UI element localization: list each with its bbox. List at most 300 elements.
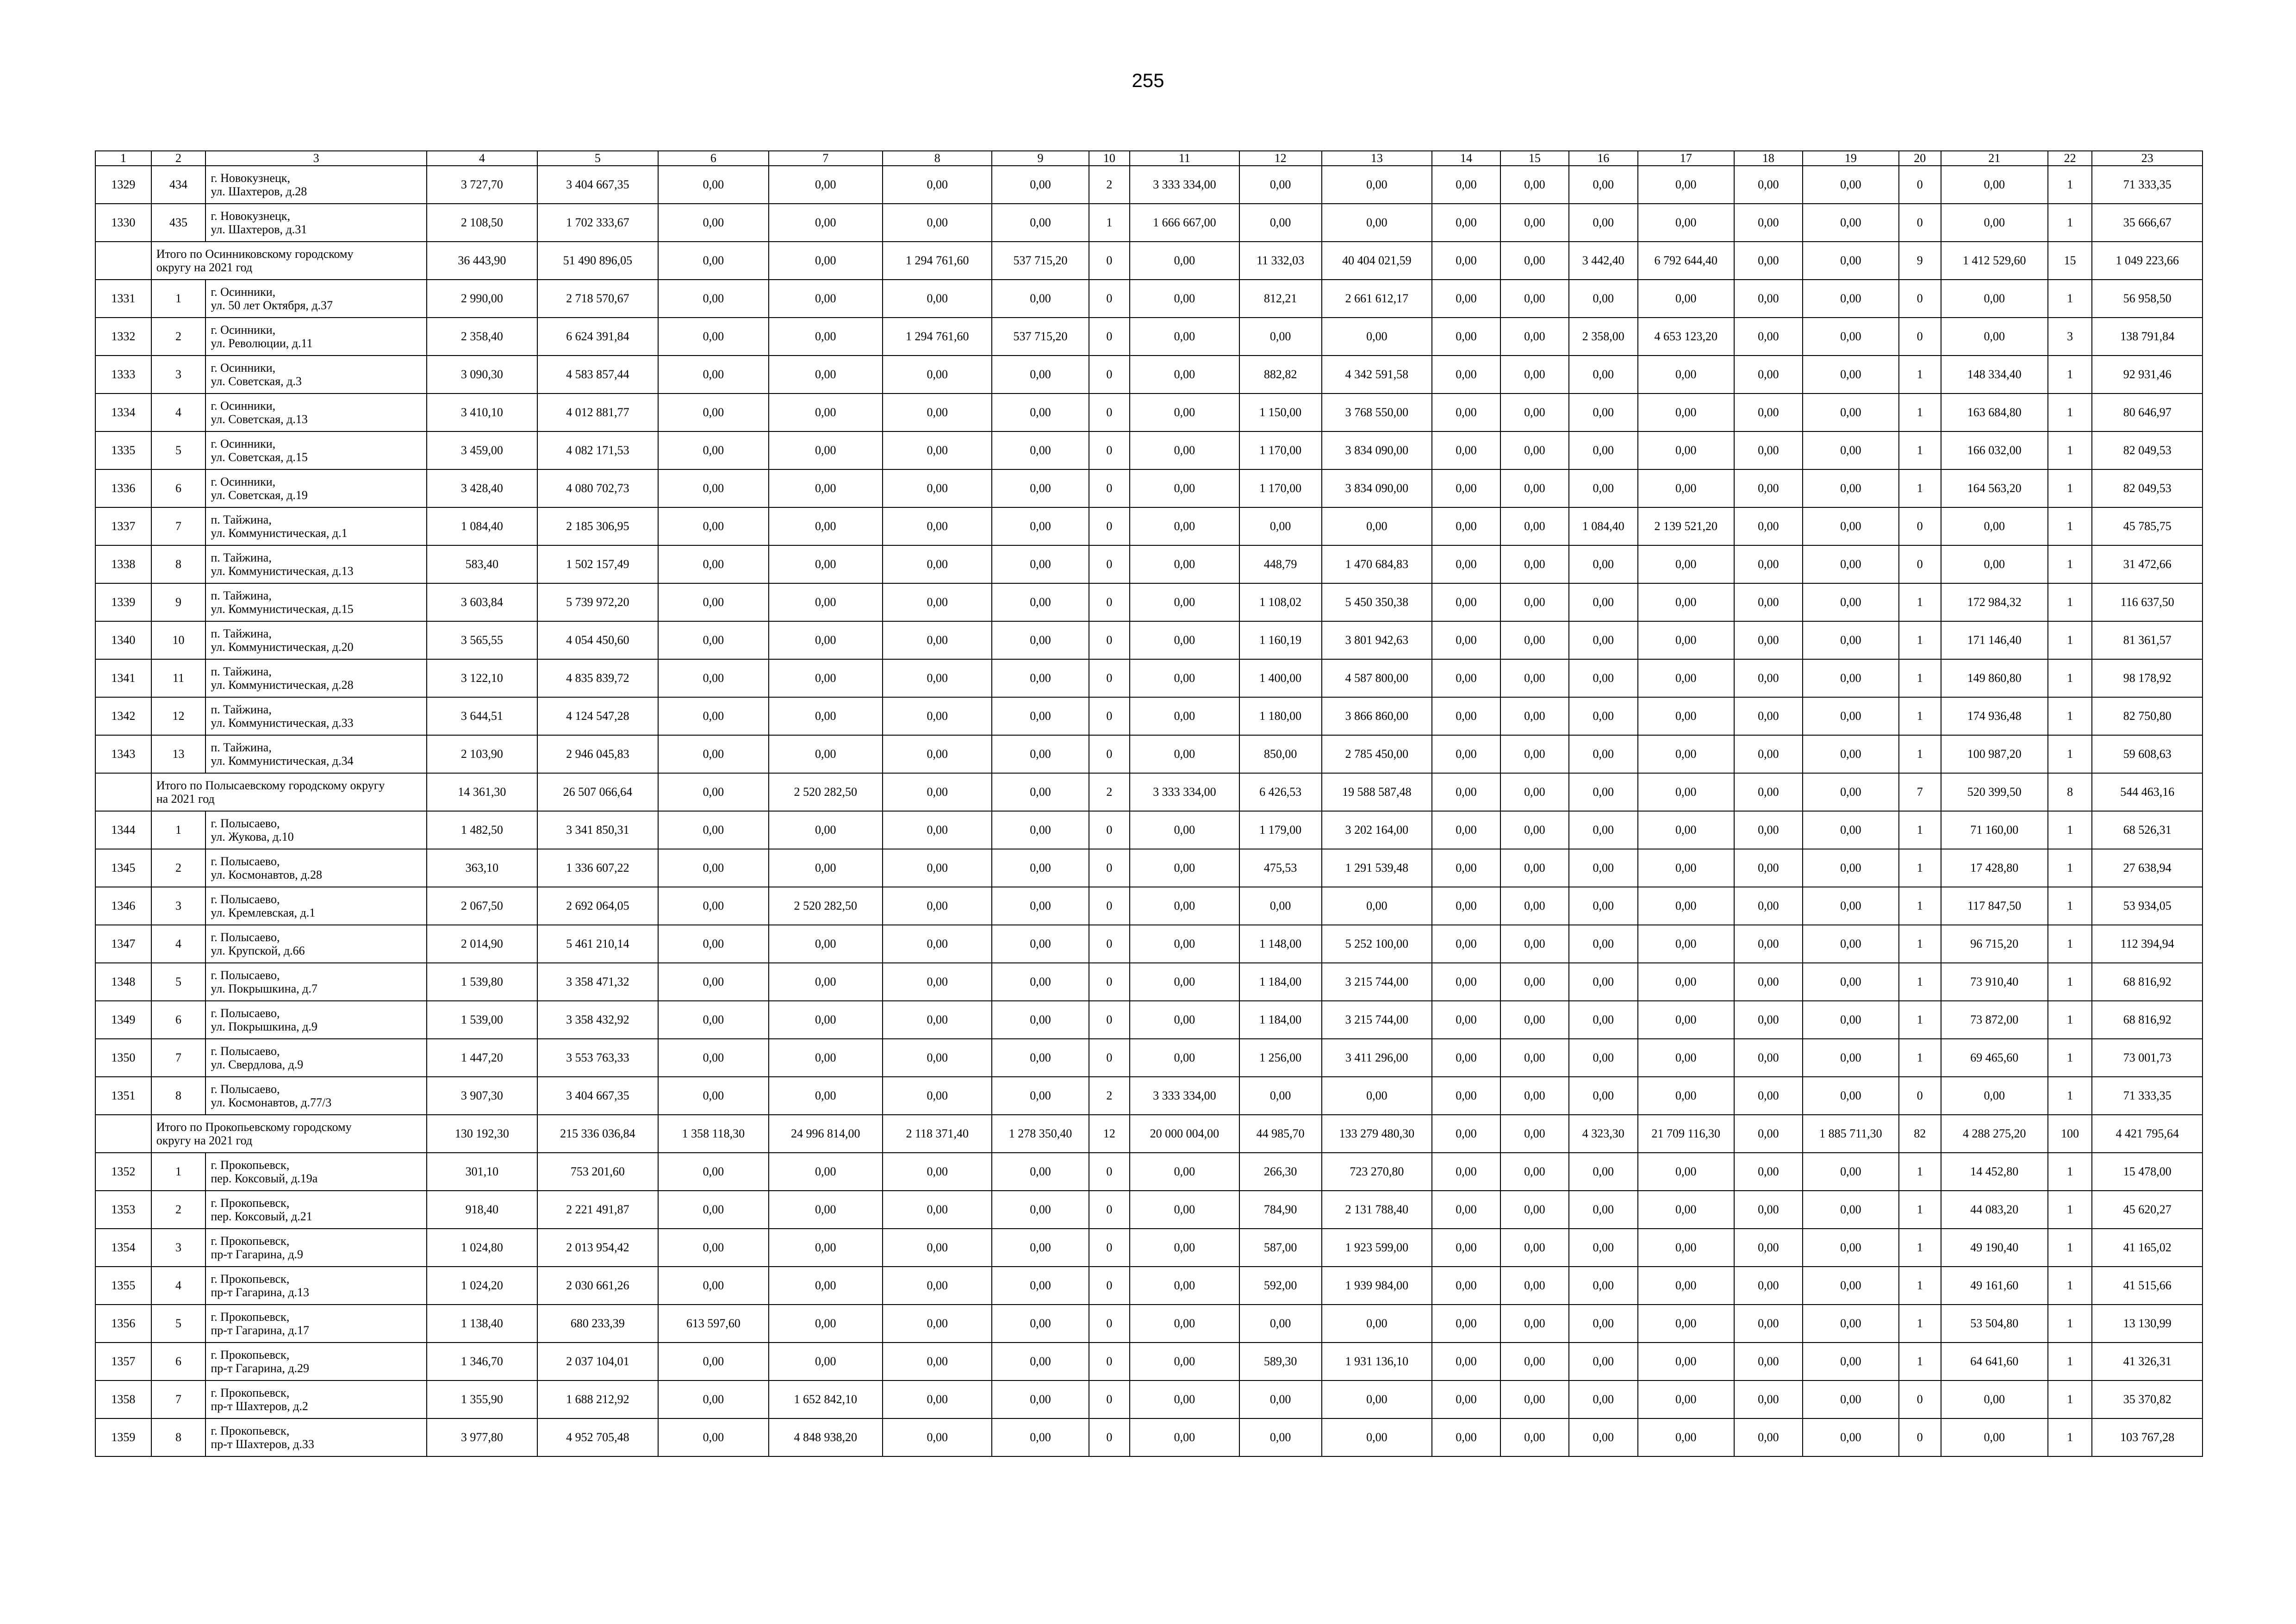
value-cell: 1 [1089,204,1130,242]
value-cell: 0,00 [1803,735,1899,773]
value-cell: 0,00 [658,204,768,242]
value-cell: 1 447,20 [427,1039,537,1077]
value-cell: 0 [1089,356,1130,394]
value-cell: 1 [1899,1267,1941,1305]
value-cell: 0,00 [658,963,768,1001]
value-cell: 1 470 684,83 [1322,545,1432,583]
address-line: г. Полысаево, [211,968,280,982]
row-index: 7 [151,1039,206,1077]
value-cell: 0,00 [1803,507,1899,545]
row-index: 12 [151,697,206,735]
value-cell: 0,00 [883,431,992,469]
total-row [95,773,2203,811]
value-cell: 1 [1899,1153,1941,1191]
value-cell: 0,00 [1322,507,1432,545]
value-cell: 3 358 471,32 [537,963,659,1001]
value-cell: 0,00 [1569,1229,1638,1267]
row-number: 1359 [95,1418,151,1456]
value-cell: 1 931 136,10 [1322,1343,1432,1380]
value-cell: 0,00 [769,697,883,735]
value-cell: 0,00 [1638,773,1734,811]
row-index: 4 [151,925,206,963]
value-cell: 0,00 [658,545,768,583]
value-cell: 4 124 547,28 [537,697,659,735]
row-number: 1349 [95,1001,151,1039]
column-header: 19 [1803,151,1899,166]
table-row [95,1229,2203,1267]
value-cell: 1 336 607,22 [537,849,659,887]
value-cell: 0 [1089,242,1130,280]
row-index: 3 [151,1229,206,1267]
row-number: 1354 [95,1229,151,1267]
value-cell: 0,00 [769,1153,883,1191]
address-line: ул. Советская, д.15 [211,450,308,464]
value-cell: 3 603,84 [427,583,537,621]
value-cell: 2 520 282,50 [769,773,883,811]
value-cell: 0,00 [1130,849,1239,887]
address-line: г. Прокопьевск, [211,1196,290,1210]
value-cell: 3 644,51 [427,697,537,735]
value-cell: 0,00 [1638,735,1734,773]
value-cell: 0,00 [769,1191,883,1229]
value-cell: 0,00 [1500,204,1569,242]
value-cell: 1 [2048,811,2092,849]
value-cell: 0,00 [1638,1001,1734,1039]
address-line: г. Прокопьевск, [211,1272,290,1286]
value-cell: 4 952 705,48 [537,1418,659,1456]
value-cell: 1 [2048,697,2092,735]
value-cell: 1 [2048,621,2092,659]
value-cell: 81 361,57 [2092,621,2203,659]
value-cell: 0,00 [1734,735,1803,773]
value-cell: 1 278 350,40 [992,1115,1089,1153]
value-cell: 0,00 [769,1267,883,1305]
value-cell: 0,00 [883,1267,992,1305]
value-cell: 0,00 [1130,583,1239,621]
value-cell: 0,00 [658,431,768,469]
value-cell: 0,00 [1941,1418,2048,1456]
value-cell: 1 [2048,1418,2092,1456]
value-cell: 0,00 [1734,1077,1803,1115]
value-cell: 0,00 [1130,1229,1239,1267]
value-cell: 2 358,40 [427,318,537,356]
value-cell: 0 [1089,621,1130,659]
value-cell: 0,00 [1569,925,1638,963]
value-cell: 0,00 [1638,1418,1734,1456]
value-cell: 138 791,84 [2092,318,2203,356]
address-line: г. Новокузнецк, [211,209,291,223]
address-cell [205,356,427,394]
address-line: пр-т Шахтеров, д.2 [211,1399,308,1413]
value-cell: 0,00 [883,166,992,204]
address-cell [205,659,427,697]
address-line: ул. Советская, д.3 [211,375,302,388]
value-cell: 0,00 [1500,1039,1569,1077]
value-cell: 0 [1089,431,1130,469]
value-cell: 0,00 [1734,1267,1803,1305]
row-index: 2 [151,1191,206,1229]
value-cell: 0 [1089,849,1130,887]
value-cell: 723 270,80 [1322,1153,1432,1191]
row-number: 1338 [95,545,151,583]
value-cell: 0,00 [658,1380,768,1418]
value-cell: 1 [2048,1229,2092,1267]
value-cell: 0,00 [658,773,768,811]
total-label [151,1115,427,1153]
address-cell [205,1229,427,1267]
total-label-line: округу на 2021 год [156,1134,253,1147]
value-cell: 1 [1899,469,1941,507]
value-cell: 174 936,48 [1941,697,2048,735]
value-cell: 0,00 [1130,1418,1239,1456]
value-cell: 0,00 [1432,1001,1500,1039]
value-cell: 1 184,00 [1239,1001,1322,1039]
value-cell: 0,00 [769,166,883,204]
value-cell: 0,00 [1734,811,1803,849]
row-number: 1334 [95,394,151,431]
value-cell: 0,00 [1500,1305,1569,1343]
value-cell: 0,00 [1130,621,1239,659]
value-cell: 0,00 [992,925,1089,963]
value-cell: 1 702 333,67 [537,204,659,242]
total-label-line: Итого по Полысаевскому городскому округу [156,778,385,792]
value-cell: 96 715,20 [1941,925,2048,963]
value-cell: 0,00 [1432,545,1500,583]
value-cell: 0,00 [1432,811,1500,849]
value-cell: 0,00 [769,925,883,963]
value-cell: 0,00 [658,735,768,773]
value-cell: 0,00 [992,583,1089,621]
value-cell: 0,00 [1941,507,2048,545]
table-row [95,318,2203,356]
value-cell: 166 032,00 [1941,431,2048,469]
row-number: 1355 [95,1267,151,1305]
value-cell: 15 [2048,242,2092,280]
value-cell: 20 000 004,00 [1130,1115,1239,1153]
value-cell: 1 [1899,1343,1941,1380]
value-cell: 918,40 [427,1191,537,1229]
value-cell: 0,00 [658,469,768,507]
row-number: 1333 [95,356,151,394]
value-cell: 0,00 [1803,1191,1899,1229]
value-cell: 0,00 [1239,1077,1322,1115]
address-cell [205,1380,427,1418]
value-cell: 0,00 [1432,507,1500,545]
value-cell: 0,00 [1734,925,1803,963]
value-cell: 0,00 [1432,356,1500,394]
value-cell: 0,00 [1803,1001,1899,1039]
value-cell: 41 515,66 [2092,1267,2203,1305]
value-cell: 0 [1899,166,1941,204]
value-cell: 2 692 064,05 [537,887,659,925]
row-number: 1357 [95,1343,151,1380]
table-row [95,356,2203,394]
value-cell: 2 030 661,26 [537,1267,659,1305]
value-cell: 0 [1089,925,1130,963]
address-line: ул. Коммунистическая, д.33 [211,716,354,730]
value-cell: 68 526,31 [2092,811,2203,849]
value-cell: 3 333 334,00 [1130,1077,1239,1115]
value-cell: 0,00 [1734,431,1803,469]
value-cell: 1 355,90 [427,1380,537,1418]
value-cell: 36 443,90 [427,242,537,280]
address-line: пер. Коксовый, д.19а [211,1172,318,1185]
value-cell: 17 428,80 [1941,849,2048,887]
total-label [151,773,427,811]
address-line: г. Полысаево, [211,892,280,906]
value-cell: 0,00 [1432,659,1500,697]
value-cell: 1 [2048,545,2092,583]
table-row [95,697,2203,735]
value-cell: 0,00 [1734,887,1803,925]
value-cell: 0,00 [769,583,883,621]
column-header: 4 [427,151,537,166]
table-row [95,166,2203,204]
value-cell: 2 037 104,01 [537,1343,659,1380]
value-cell: 56 958,50 [2092,280,2203,318]
address-cell [205,697,427,735]
value-cell: 0 [1899,507,1941,545]
table-row [95,735,2203,773]
table-row [95,621,2203,659]
address-cell [205,1039,427,1077]
value-cell: 1 [2048,166,2092,204]
address-line: п. Тайжина, [211,740,272,754]
value-cell: 1 [1899,659,1941,697]
value-cell: 1 [2048,925,2092,963]
value-cell: 0,00 [1803,545,1899,583]
value-cell: 0,00 [1500,1077,1569,1115]
address-cell [205,1305,427,1343]
row-index: 3 [151,356,206,394]
value-cell: 266,30 [1239,1153,1322,1191]
value-cell: 0,00 [1432,1153,1500,1191]
address-line: пр-т Гагарина, д.9 [211,1248,304,1261]
row-index: 11 [151,659,206,697]
address-cell [205,1418,427,1456]
row-number: 1356 [95,1305,151,1343]
table-row [95,925,2203,963]
value-cell: 0,00 [1803,697,1899,735]
value-cell: 0,00 [1638,1305,1734,1343]
address-line: п. Тайжина, [211,702,272,716]
value-cell: 0,00 [658,1039,768,1077]
value-cell: 0,00 [769,659,883,697]
value-cell: 0,00 [883,621,992,659]
address-line: г. Осинники, [211,399,276,412]
table-row [95,431,2203,469]
table-row [95,507,2203,545]
value-cell: 5 739 972,20 [537,583,659,621]
value-cell: 2 185 306,95 [537,507,659,545]
value-cell: 0 [1089,735,1130,773]
table-row [95,1305,2203,1343]
table-row [95,963,2203,1001]
value-cell: 215 336 036,84 [537,1115,659,1153]
value-cell: 1 [2048,280,2092,318]
value-cell: 4 323,30 [1569,1115,1638,1153]
value-cell: 0,00 [1322,1380,1432,1418]
address-line: г. Прокопьевск, [211,1386,290,1399]
value-cell: 0,00 [883,583,992,621]
value-cell: 3 358 432,92 [537,1001,659,1039]
value-cell: 1 256,00 [1239,1039,1322,1077]
value-cell: 0,00 [1500,735,1569,773]
value-cell: 1 923 599,00 [1322,1229,1432,1267]
address-line: ул. Советская, д.19 [211,488,308,502]
value-cell: 92 931,46 [2092,356,2203,394]
value-cell: 0,00 [992,849,1089,887]
value-cell: 0,00 [1803,1077,1899,1115]
value-cell: 0,00 [1734,1039,1803,1077]
value-cell: 0,00 [1569,1039,1638,1077]
value-cell: 0,00 [1734,1380,1803,1418]
value-cell: 112 394,94 [2092,925,2203,963]
row-number: 1330 [95,204,151,242]
address-line: ул. Покрышкина, д.9 [211,1020,317,1033]
value-cell: 0,00 [1638,545,1734,583]
value-cell: 0,00 [769,469,883,507]
value-cell: 40 404 021,59 [1322,242,1432,280]
value-cell: 0,00 [769,318,883,356]
row-index: 5 [151,963,206,1001]
value-cell: 0,00 [1500,431,1569,469]
value-cell: 1 138,40 [427,1305,537,1343]
value-cell: 0,00 [769,1077,883,1115]
row-index: 434 [151,166,206,204]
value-cell: 1 [1899,887,1941,925]
value-cell: 1 [1899,735,1941,773]
value-cell: 0,00 [1803,925,1899,963]
value-cell: 0,00 [1130,1305,1239,1343]
value-cell: 0,00 [1569,356,1638,394]
value-cell: 0,00 [1432,697,1500,735]
value-cell: 0 [1899,1418,1941,1456]
value-cell: 0,00 [1500,507,1569,545]
value-cell: 1 294 761,60 [883,242,992,280]
value-cell: 0,00 [1130,1039,1239,1077]
value-cell: 0 [1899,318,1941,356]
value-cell: 0,00 [992,394,1089,431]
value-cell: 0,00 [1500,1343,1569,1380]
column-header: 3 [205,151,427,166]
column-header: 14 [1432,151,1500,166]
value-cell: 0,00 [1130,1267,1239,1305]
value-cell: 0,00 [1803,469,1899,507]
value-cell: 1 [2048,1267,2092,1305]
row-index: 8 [151,1077,206,1115]
row-number: 1346 [95,887,151,925]
value-cell: 0,00 [1638,469,1734,507]
column-header: 21 [1941,151,2048,166]
value-cell: 0,00 [1322,887,1432,925]
address-line: г. Полысаево, [211,1044,280,1058]
value-cell: 0,00 [883,963,992,1001]
value-cell: 0,00 [1239,1380,1322,1418]
value-cell: 0 [1089,469,1130,507]
value-cell: 0,00 [1734,849,1803,887]
value-cell: 0,00 [1432,1191,1500,1229]
column-header: 2 [151,151,206,166]
value-cell: 0,00 [992,811,1089,849]
value-cell: 3 727,70 [427,166,537,204]
address-line: пр-т Гагарина, д.29 [211,1362,310,1375]
value-cell: 0,00 [769,1343,883,1380]
value-cell: 0 [1089,394,1130,431]
value-cell: 2 139 521,20 [1638,507,1734,545]
address-line: г. Прокопьевск, [211,1424,290,1437]
value-cell: 520 399,50 [1941,773,2048,811]
value-cell: 0,00 [1500,1380,1569,1418]
column-header: 10 [1089,151,1130,166]
value-cell: 0,00 [1569,1077,1638,1115]
row-number: 1344 [95,811,151,849]
value-cell: 44 083,20 [1941,1191,2048,1229]
value-cell: 0,00 [1734,1305,1803,1343]
value-cell: 3 341 850,31 [537,811,659,849]
value-cell: 0,00 [1432,469,1500,507]
value-cell: 0,00 [1239,1418,1322,1456]
value-cell: 0,00 [883,659,992,697]
address-line: г. Полысаево, [211,854,280,868]
value-cell: 0 [1089,545,1130,583]
value-cell: 448,79 [1239,545,1322,583]
value-cell: 0 [1089,280,1130,318]
value-cell: 49 161,60 [1941,1267,2048,1305]
value-cell: 0,00 [1734,1115,1803,1153]
value-cell: 13 130,99 [2092,1305,2203,1343]
address-line: г. Осинники, [211,285,276,299]
value-cell: 0 [1089,318,1130,356]
value-cell: 0,00 [1803,204,1899,242]
value-cell: 0,00 [769,356,883,394]
address-line: пр-т Шахтеров, д.33 [211,1437,314,1451]
value-cell: 1 652 842,10 [769,1380,883,1418]
address-line: п. Тайжина, [211,626,272,640]
value-cell: 0,00 [1638,1267,1734,1305]
value-cell: 0,00 [769,507,883,545]
row-number: 1337 [95,507,151,545]
value-cell: 0,00 [1569,1343,1638,1380]
value-cell: 1 [2048,887,2092,925]
value-cell: 130 192,30 [427,1115,537,1153]
value-cell: 73 872,00 [1941,1001,2048,1039]
data-table [95,150,2203,1457]
address-line: г. Прокопьевск, [211,1158,290,1172]
value-cell: 0,00 [883,1418,992,1456]
address-line: ул. Шахтеров, д.31 [211,223,307,236]
value-cell: 0,00 [1130,1343,1239,1380]
value-cell: 0,00 [1803,811,1899,849]
value-cell: 0 [1089,1380,1130,1418]
value-cell: 1 [1899,925,1941,963]
value-cell: 0,00 [658,394,768,431]
value-cell: 0,00 [1803,242,1899,280]
value-cell: 6 426,53 [1239,773,1322,811]
value-cell: 0,00 [658,507,768,545]
address-line: ул. Советская, д.13 [211,412,308,426]
value-cell: 0,00 [1432,583,1500,621]
value-cell: 0,00 [1638,280,1734,318]
value-cell: 1 [1899,431,1941,469]
value-cell: 0,00 [1734,469,1803,507]
value-cell: 3 333 334,00 [1130,773,1239,811]
value-cell: 0 [1899,204,1941,242]
address-line: п. Тайжина, [211,512,272,526]
value-cell: 0,00 [1130,887,1239,925]
row-number: 1345 [95,849,151,887]
value-cell: 0,00 [1432,1380,1500,1418]
